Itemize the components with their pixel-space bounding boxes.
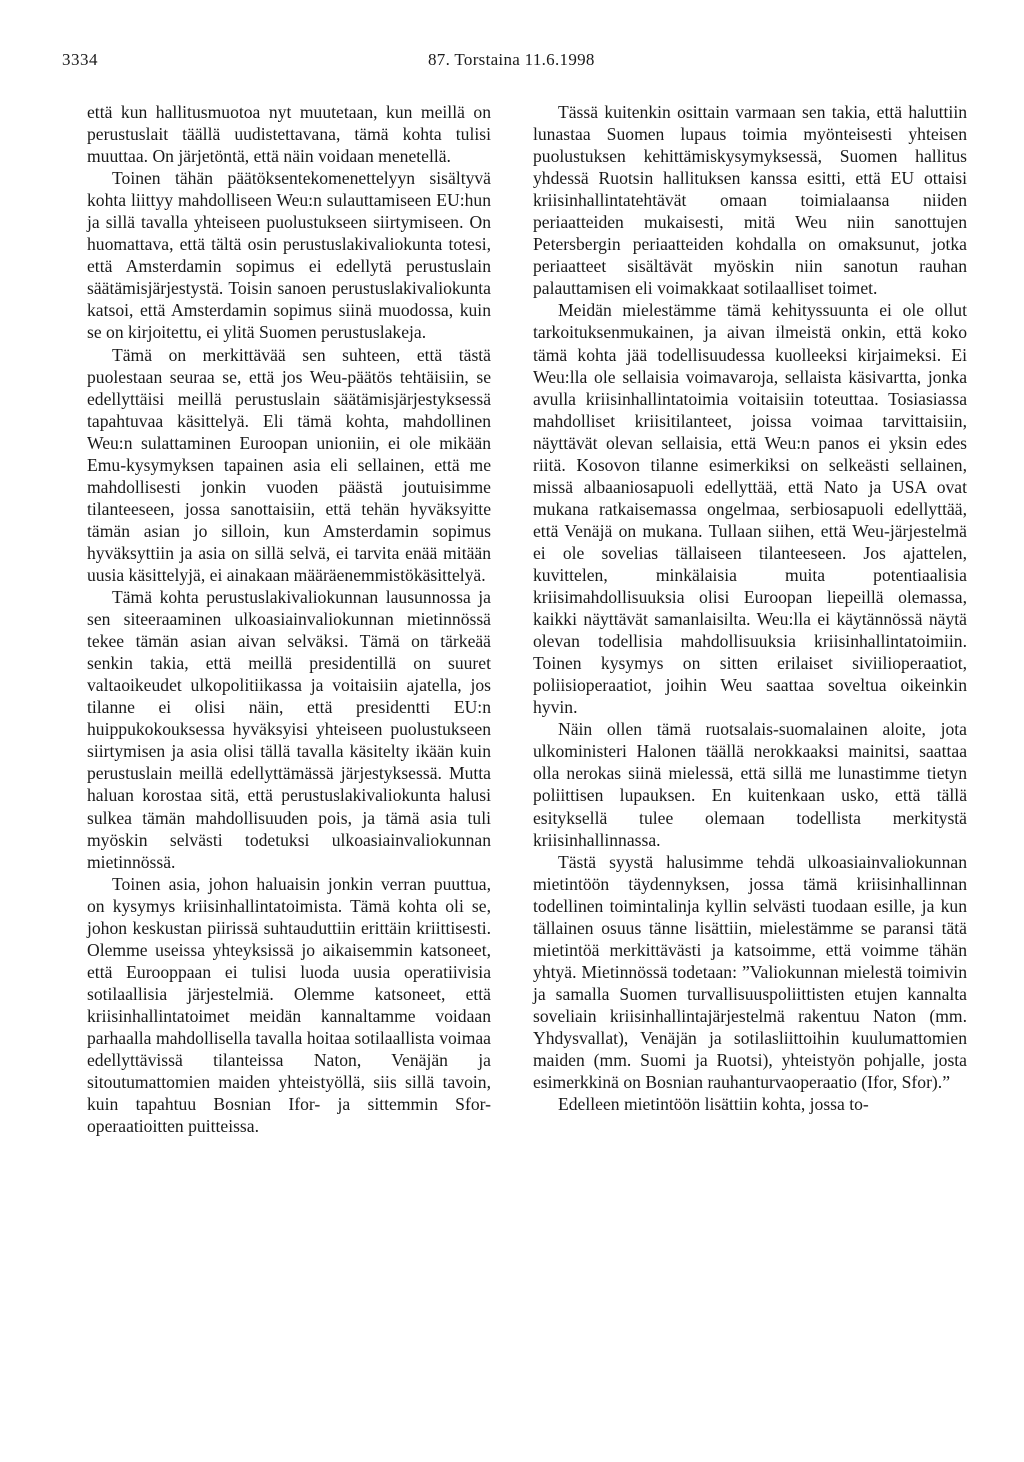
paragraph: Toinen tähän päätöksentekomenettelyyn sisältyvä kohta liittyy mahdolliseen Weu:n sulauttamiseen EU:hun ja sillä tavalla yhteiseen puolustukseen siirtymiseen. On huomattava, että tältä osin perustuslakivaliokunta totesi, että Amsterdamin sopimus ei edellytä perustuslain säätämisjärjestystä. Toisin sanoen perustuslakivaliokunta katsoi, että Amsterdamin sopimus siinä muodossa, kuin se on kirjoitettu, ei ylitä Suomen perustuslakeja. xyxy=(87,168,491,343)
left-text-column xyxy=(87,101,491,1137)
page-number: 3334 xyxy=(62,50,98,69)
paragraph: Näin ollen tämä ruotsalais-suomalainen aloite, jota ulkoministeri Halonen täällä nerokkaaksi mainitsi, saattaa olla nerokas siinä mielessä, että sillä me lunastimme tietyn poliittisen lupauksen. En kuitenkaan usko, että tällä esityksellä tulee olemaan todellista merkitystä kriisinhallinnassa. xyxy=(533,719,967,850)
paragraph: Meidän mielestämme tämä kehityssuunta ei ole ollut tarkoituksenmukainen, ja aivan ilmeistä onkin, että koko tämä kohta jää todellisuudessa kuolleeksi kirjaimeksi. Ei Weu:lla ole sellaisia voimavaroja, sellaista käsivartta, jonka avulla kriisinhallintatoimia voitaisiin toteuttaa. Tosiasiassa mahdolliset kriisitilanteet, joissa voimaa tarvittaisiin, näyttävät olevan sellaisia, että Weu:n panos ei yksin edes riitä. Kosovon tilanne esimerkiksi on selkeästi sellainen, missä albaaniosapuoli edellyttää, että Nato ja USA ovat mukana ratkaisemassa ongelmaa, serbiosapuoli edellyttää, että Venäjä on mukana. Tullaan siihen, että Weu-järjestelmä ei ole sovelias tällaiseen tilanteeseen. Jos ajattelen, kuvittelen, minkälaisia muita potentiaalisia kriisimahdollisuuksia olisi Euroopan liepeillä olemassa, kaikki näyttävät samanlaisilta. Weu:lla ei käytännössä näytä olevan todellisia mahdollisuuksia kriisinhallintatoimiin. Toinen kysymys on sitten erilaiset siviilioperaatiot, poliisioperaatiot, joihin Weu saattaa soveltua oikeinkin hyvin. xyxy=(533,300,967,718)
paragraph: Toinen asia, johon haluaisin jonkin verran puuttua, on kysymys kriisinhallintatoimista. Tämä kohta oli se, johon keskustan piirissä suhtauduttiin erittäin kriittisesti. Olemme useissa yhteyksissä jo aikaisemmin katsoneet, että Eurooppaan ei tulisi luoda uusia operatiivisia sotilaallisia järjestelmiä. Olemme katsoneet, että kriisinhallintatoimet meidän kannaltamme voidaan parhaalla mahdollisella tavalla hoitaa sotilaallista voimaa edellyttävissä tilanteissa Naton, Venäjän ja sitoutumattomien maiden yhteistyöllä, siis sillä tavoin, kuin tapahtuu Bosnian Ifor- ja sittemmin Sfor-operaatioitten puitteissa. xyxy=(87,873,491,1137)
page-header xyxy=(0,50,1024,74)
paragraph: Tämä on merkittävää sen suhteen, että tästä puolestaan seuraa se, että jos Weu-päätös tehtäisiin, se edellyttäisi meillä perustuslain säätämisjärjestyksessä tapahtuvaa käsittelyä. Eli tämä kohta, mahdollinen Weu:n sulattaminen Euroopan unioniin, ei ole mikään Emu-kysymyksen tapainen asia eli sellainen, että me mahdollisesti jonkin vuoden päästä joutuisimme tilanteeseen, jossa sanottaisiin, että tehän hyväksyitte tämän asian jo silloin, kun Amsterdamin sopimus hyväksyttiin ja asia on sillä selvä, ei tarvita enää mitään uusia käsittelyjä, ei ainakaan määräenemmistökäsittelyä. xyxy=(87,344,491,585)
paragraph: Tässä kuitenkin osittain varmaan sen takia, että haluttiin lunastaa Suomen lupaus toimia myönteisesti yhteisen puolustuksen kehittämiskysymyksessä, Suomen hallitus yhdessä Ruotsin hallituksen kanssa esitti, että EU ottaisi kriisinhallintatehtävät omaan toimialaansa niiden periaatteiden mukaisesti, mitä Weu niin sanottujen Petersbergin periaatteiden kohdalla on omaksunut, jotka periaatteet sisältävät myöskin niin sanotun rauhan palauttamisen eli voimakkaat sotilaalliset toimet. xyxy=(533,102,967,299)
paragraph: Tästä syystä halusimme tehdä ulkoasiainvaliokunnan mietintöön täydennyksen, jossa tämä kriisinhallinnan todellinen toimintalinja kyllin selvästi tuodaan esille, ja kun tällainen osuus tänne lisättiin, mielestämme se paransi tätä mietintöä merkittävästi ja katsoimme, että voimme tähän yhtyä. Mietinnössä todetaan: ”Valiokunnan mielestä toimivin ja samalla Suomen turvallisuuspoliittisten etujen kannalta soveliain kriisinhallintajärjestelmä rakentuu Naton (mm. Yhdysvallat), Venäjän ja sotilasliittoihin kuulumattomien maiden (mm. Suomi ja Ruotsi), yhteistyön pohjalle, josta esimerkkinä on Bosnian rauhanturvaoperaatio (Ifor, Sfor).” xyxy=(533,851,967,1093)
paragraph: Edelleen mietintöön lisättiin kohta, jossa to- xyxy=(558,1094,869,1115)
right-text-column xyxy=(533,101,967,1115)
paragraph: että kun hallitusmuotoa nyt muutetaan, kun meillä on perustuslait täällä uudistettavana, tämä kohta tulisi muuttaa. On järjetöntä, että näin voidaan menetellä. xyxy=(87,102,491,167)
session-date-title: 87. Torstaina 11.6.1998 xyxy=(428,50,595,69)
paragraph: Tämä kohta perustuslakivaliokunnan lausunnossa ja sen siteeraaminen ulkoasiainvaliokunnan mietinnössä tekee tämän asian aivan selväksi. Tämä on tärkeää senkin takia, että meillä presidentillä on suuret valtaoikeudet ulkopolitiikassa ja voitaisiin ajatella, jos tilanne ei olisi näin, että presidentti EU:n huippukokouksessa hyväksyisi yhteiseen puolustukseen siirtymisen ja asia olisi tällä tavalla käsitelty ikään kuin perustuslain meillä edellyttämässä järjestyksessä. Mutta haluan korostaa sitä, että perustuslakivaliokunta halusi sulkea tämän mahdollisuuden pois, ja tämä asia tuli myöskin selvästi todetuksi ulkoasiainvaliokunnan mietinnössä. xyxy=(87,587,491,872)
